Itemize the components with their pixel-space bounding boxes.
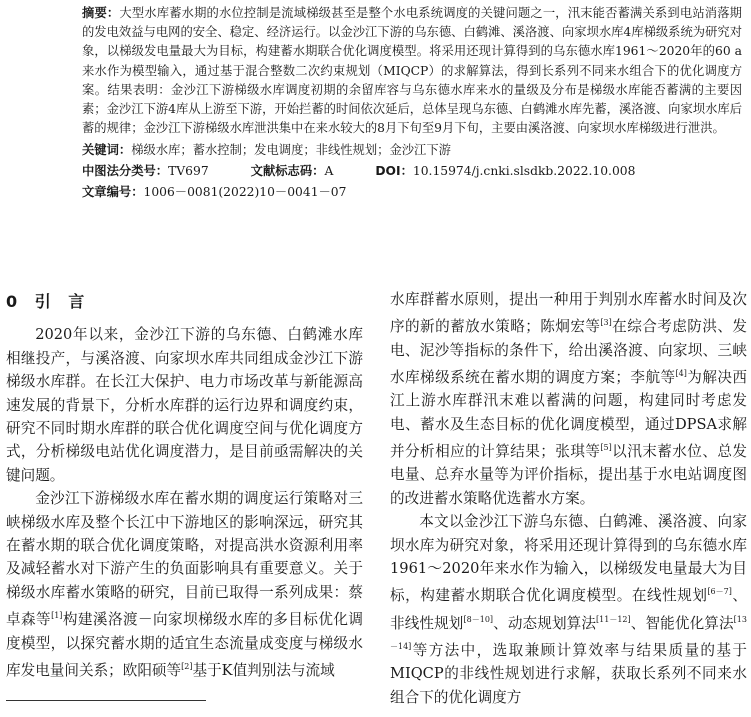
keywords-label: 关键词： xyxy=(82,143,132,158)
doi-label: DOI： xyxy=(375,164,413,179)
citation-ref[interactable]: [2] xyxy=(181,661,193,671)
doc-code-label: 文献标志码： xyxy=(250,164,325,179)
article-number-label: 文章编号： xyxy=(82,185,144,200)
citation-ref[interactable]: [4] xyxy=(675,369,687,379)
abstract xyxy=(82,4,742,138)
text-run: 等方法中，选取兼顾计算效率与结果质量的基于MIQCP的非线性规划进行求解，获取长系列不同来水组合下的优化调度方 xyxy=(390,641,747,706)
citation-ref[interactable]: [13－14] xyxy=(390,614,747,651)
intro-paragraph-3 xyxy=(390,510,747,709)
clc-value: TV697 xyxy=(168,164,209,179)
text-run: 以汛末蓄水位、总发电量、总弃水量等为评价指标，提出基于水电站调度图的改进蓄水策略优选蓄水方案。 xyxy=(390,443,747,507)
section-number: 0 xyxy=(6,292,24,311)
intro-paragraph-1: 2020年以来，金沙江下游的乌东德、白鹤滩水库相继投产，与溪洛渡、向家坝水库共同组成金沙江下游梯级水库群。在长江大保护、电力市场改革与新能源高速发展的背景下，分析水库群的运行边界和调度约束，研究不同时期水库群的联合优化调度空间与优化调度方式，分析梯级电站优化调度潜力，是目前亟需解决的关键问题。 xyxy=(6,326,363,484)
clc-label: 中图法分类号： xyxy=(82,164,169,179)
text-run: 为解决西江上游水库群汛末难以蓄满的问题，构建同时考虑发电、蓄水及生态目标的优化调度模型，通过DPSA求解并分析相应的计算结果；张琪等 xyxy=(390,368,747,461)
text-run: 、动态规划算法 xyxy=(493,614,597,632)
doc-code-value: A xyxy=(324,164,334,179)
abstract-label: 摘要： xyxy=(82,6,120,20)
abstract-block xyxy=(82,4,742,203)
citation-ref[interactable]: [6－7] xyxy=(707,587,732,597)
section-heading xyxy=(6,290,363,313)
text-run: 基于K值判别法与流域 xyxy=(192,661,335,679)
text-run: 在综合考虑防洪、发电、泥沙等指标的条件下，给出溪洛渡、向家坝、三峡水库梯级系统在蓄水期的调度方案；李航等 xyxy=(390,318,747,386)
left-column xyxy=(6,284,363,682)
right-column xyxy=(390,288,747,709)
citation-ref[interactable]: [5] xyxy=(600,443,612,453)
doi-value: 10.15974/j.cnki.slsdkb.2022.10.008 xyxy=(412,164,636,179)
citation-ref[interactable]: [3] xyxy=(600,318,612,328)
text-run: 金沙江下游梯级水库在蓄水期的调度运行策略对三峡梯级水库及整个长江中下游地区的影响深远，研究其在蓄水期的联合优化调度策略，对提高洪水资源利用率及减轻蓄水对下游产生的负面影响具有重要意义。关于梯级水库蓄水策略的研究，目前已取得一系列成果：蔡卓森等 xyxy=(6,490,363,629)
article-number xyxy=(82,182,742,203)
text-run: 、智能优化算法 xyxy=(630,614,734,632)
text-run: 水库群蓄水原则，提出一种用于判别水库蓄水时间及次序的新的蓄放水策略；陈炯宏等 xyxy=(390,291,747,336)
footnote-divider xyxy=(6,700,206,701)
classification-row xyxy=(82,161,742,182)
text-run: 构建溪洛渡－向家坝梯级水库的多目标优化调度模型，以探究蓄水期的适宜生态流量成变度与梯级水库发电量间关系；欧阳硕等 xyxy=(6,611,363,679)
text-run: 、非线性规划 xyxy=(390,587,747,632)
intro-paragraph-2 xyxy=(6,487,363,682)
citation-ref[interactable]: [1] xyxy=(51,611,63,621)
section-title: 引 言 xyxy=(34,292,91,311)
abstract-text: 大型水库蓄水期的水位控制是流域梯级甚至是整个水电系统调度的关键问题之一，汛末能否蓄满关系到电站消落期的发电效益与电网的安全、稳定、经济运行。以金沙江下游的乌东德、白鹤滩、溪洛渡、向家坝水库4库梯级系统为研究对象，以梯级发电量最大为目标，构建蓄水期联合优化调度模型。将采用还现计算得到的乌东德水库1961～2020年的60 a来水作为模型输入，通过基于混合整数二次约束规划（MIQCP）的求解算法，得到长系列不同来水组合下的优化调度方案。结果表明：金沙江下游梯级水库调度初期的余留库容与乌东德水库来水的量级及分布是梯级水库能否蓄满的主要因素；金沙江下游4库从上游至下游，开始拦蓄的时间依次延后，总体呈现乌东德、白鹤滩水库先蓄，溪洛渡、向家坝水库后蓄的规律；金沙江下游梯级水库泄洪集中在来水较大的8月下旬至9月下旬，主要由溪洛渡、向家坝水库梯级进行泄洪。 xyxy=(82,6,742,136)
keywords-text: 梯级水库；蓄水控制；发电调度；非线性规划；金沙江下游 xyxy=(131,143,451,158)
intro-paragraph-2-continued xyxy=(390,288,747,510)
text-run: 本文以金沙江下游乌东德、白鹤滩、溪洛渡、向家坝水库为研究对象，将采用还现计算得到的乌东德水库1961～2020年来水作为输入，以梯级发电量最大为目标，构建蓄水期联合优化调度模型。在线性规划 xyxy=(390,513,747,605)
citation-ref[interactable]: [8－10] xyxy=(463,614,494,624)
keywords xyxy=(82,140,742,161)
citation-ref[interactable]: [11－12] xyxy=(596,614,631,624)
article-number-value: 1006－0081(2022)10－0041－07 xyxy=(143,185,347,200)
